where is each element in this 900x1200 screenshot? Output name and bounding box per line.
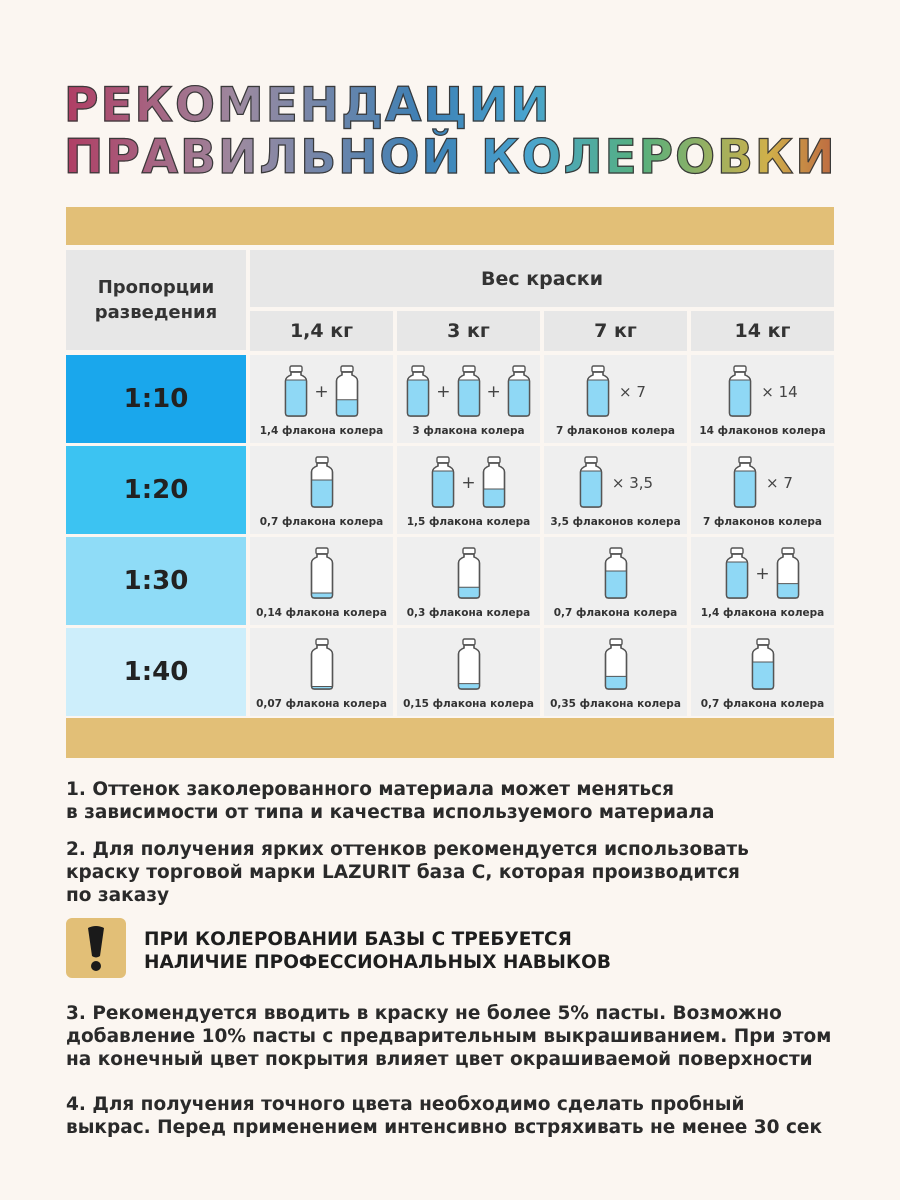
bottle-group [544,545,687,603]
bottle-icon [578,455,604,511]
plus-sign: + [755,564,770,584]
bottle-icon [603,637,629,693]
bottle-group [397,454,540,512]
dosage-caption: 0,35 флакона колера [550,698,681,710]
dosage-cell [691,537,834,625]
dosage-cell [250,537,393,625]
plus-sign: + [436,382,451,402]
bottle-group [250,636,393,694]
bottle-icon [456,364,482,420]
bottle-group [544,363,687,421]
plus-sign: + [314,382,329,402]
dosage-cell [397,355,540,443]
bottle-icon [724,546,750,602]
plus-sign: + [461,473,476,493]
bottle-icon [481,455,507,511]
header-weight: Вес краски [250,250,834,307]
note-1: 1. Оттенок заколерованного материала может меняться в зависимости от типа и качества используемого материала [66,779,715,823]
dosage-caption: 1,5 флакона колера [406,516,531,528]
bottle-icon [456,546,482,602]
dosage-caption: 0,7 флакона колера [700,698,825,710]
bottle-icon [309,546,335,602]
bottle-icon [405,364,431,420]
bottle-icon [727,364,753,420]
bottle-group [691,363,834,421]
dosage-caption: 3,5 флаконов колера [550,516,681,528]
bottle-group [397,636,540,694]
bottle-group [250,545,393,603]
dosage-cell [397,446,540,534]
bottle-icon [603,546,629,602]
bottle-icon [309,637,335,693]
multiplier-label: × 14 [761,383,798,401]
bottle-icon [430,455,456,511]
bottle-icon [775,546,801,602]
bottle-icon [309,455,335,511]
note-3: 3. Рекомендуется вводить в краску не более 5% пасты. Возможно добавление 10% пасты с предварительным выкрашиванием. При этом на конечный цвет покрытия влияет цвет окрашиваемой поверхности [66,1003,832,1070]
title-line-2: ПРАВИЛЬНОЙ КОЛЕРОВКИ [64,130,837,185]
column-header-7kg: 7 кг [544,311,687,351]
dosage-caption: 14 флаконов колера [699,425,826,437]
plus-sign: + [486,382,501,402]
ratio-cell: 1:40 [66,628,246,716]
bottle-icon [456,637,482,693]
ratio-cell: 1:30 [66,537,246,625]
dosage-cell [397,628,540,716]
bottle-group [250,454,393,512]
dosage-caption: 7 флаконов колера [555,425,676,437]
bottle-icon [585,364,611,420]
dosage-cell [544,628,687,716]
dosage-cell [691,446,834,534]
dosage-caption: 0,7 флакона колера [259,516,384,528]
dosage-caption: 0,14 флакона колера [256,607,387,619]
header-proportion: Пропорции разведения [66,250,246,350]
note-2: 2. Для получения ярких оттенков рекомендуется использовать краску торговой марки LAZURIT база С, которая производится по заказу [66,839,749,906]
multiplier-label: × 7 [766,474,793,492]
dosage-cell [544,446,687,534]
warning-text: ПРИ КОЛЕРОВАНИИ БАЗЫ С ТРЕБУЕТСЯ НАЛИЧИЕ ПРОФЕССИОНАЛЬНЫХ НАВЫКОВ [144,929,611,973]
dosage-caption: 0,7 флакона колера [553,607,678,619]
dosage-caption: 1,4 флакона колера [700,607,825,619]
dosage-cell [544,355,687,443]
warning-badge [66,918,126,978]
column-header-14kg: 14 кг [691,311,834,351]
multiplier-label: × 7 [619,383,646,401]
bottle-group [397,363,540,421]
bottle-icon [334,364,360,420]
ratio-cell: 1:10 [66,355,246,443]
bottle-group [544,454,687,512]
dosage-caption: 7 флаконов колера [702,516,823,528]
bottle-group [544,636,687,694]
bottle-icon [506,364,532,420]
table-top-bar [66,207,834,245]
dosage-caption: 1,4 флакона колера [259,425,384,437]
dosage-cell [250,355,393,443]
page-title [64,80,864,184]
bottle-icon [283,364,309,420]
dosage-caption: 3 флакона колера [412,425,525,437]
multiplier-label: × 3,5 [611,474,654,492]
column-header-1-4kg: 1,4 кг [250,311,393,351]
dosage-cell [250,446,393,534]
column-header-3kg: 3 кг [397,311,540,351]
bottle-group [691,454,834,512]
dosage-caption: 0,07 флакона колера [256,698,387,710]
dosage-cell [691,628,834,716]
ratio-cell: 1:20 [66,446,246,534]
bottle-icon [732,455,758,511]
title-line-1: РЕКОМЕНДАЦИИ [64,78,552,133]
dosage-cell [544,537,687,625]
dosage-caption: 0,15 флакона колера [403,698,534,710]
bottle-group [250,363,393,421]
bottle-group [397,545,540,603]
bottle-group [691,636,834,694]
dosage-cell [250,628,393,716]
note-4: 4. Для получения точного цвета необходимо сделать пробный выкрас. Перед применением интенсивно встряхивать не менее 30 сек [66,1094,823,1138]
dosage-caption: 0,3 флакона колера [406,607,531,619]
exclamation-icon [84,924,108,972]
bottle-group [691,545,834,603]
dosage-cell [397,537,540,625]
bottle-icon [750,637,776,693]
table-bottom-bar [66,718,834,758]
dosage-cell [691,355,834,443]
